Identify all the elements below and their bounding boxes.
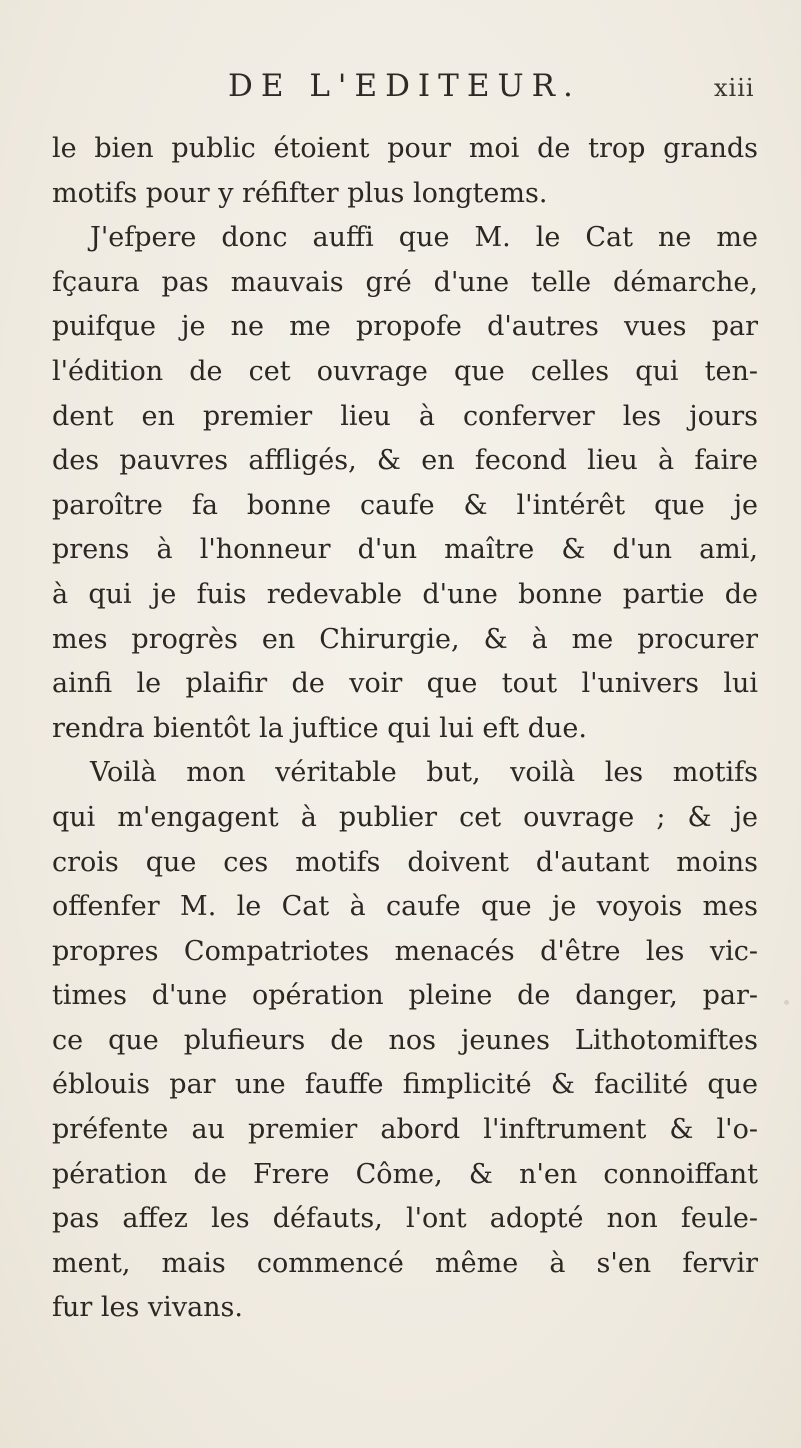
text-line: fur les vivans.	[52, 1292, 243, 1324]
body-text	[52, 127, 758, 1331]
text-line: l'édition de cet ouvrage que celles qui ten-	[52, 355, 758, 387]
text-line: puifque je ne me propofe d'autres vues par	[52, 311, 758, 343]
text-line: propres Compatriotes menacés d'être les vic-	[52, 935, 758, 967]
paper-speck	[784, 1000, 789, 1005]
text-line: ment, mais commencé même à s'en fervir	[52, 1247, 758, 1279]
text-line: qui m'engagent à publier cet ouvrage ; & je	[52, 801, 758, 833]
page-header	[0, 68, 801, 112]
text-line: ce que plufieurs de nos jeunes Lithotomiftes	[52, 1024, 758, 1056]
text-line: le bien public étoient pour moi de trop grands	[52, 133, 758, 164]
text-line: à qui je fuis redevable d'une bonne partie de	[52, 578, 758, 610]
text-line: préfente au premier abord l'inftrument & l'o-	[52, 1114, 758, 1146]
text-line: J'efpere donc auffi que M. le Cat ne me	[90, 222, 758, 254]
text-line: pération de Frere Côme, & n'en connoiffant	[52, 1158, 758, 1190]
text-line: pas affez les défauts, l'ont adopté non feule-	[52, 1203, 758, 1235]
text-line: Voilà mon véritable but, voilà les motifs	[90, 757, 758, 789]
text-line: rendra bientôt la juftice qui lui eft due.	[52, 712, 587, 744]
text-line: éblouis par une fauffe fimplicité & facilité que	[52, 1069, 758, 1101]
text-line: crois que ces motifs doivent d'autant moins	[52, 846, 758, 878]
text-line: times d'une opération pleine de danger, par-	[52, 980, 758, 1012]
text-line: paroître fa bonne caufe & l'intérêt que je	[52, 489, 758, 521]
running-head: DE L'EDITEUR.	[228, 68, 581, 104]
text-line: offenfer M. le Cat à caufe que je voyois mes	[52, 891, 758, 923]
page-number: xiii	[714, 74, 755, 102]
text-line: motifs pour y réfifter plus longtems.	[52, 177, 548, 209]
text-line: dent en premier lieu à conferver les jours	[52, 400, 758, 432]
text-line: prens à l'honneur d'un maître & d'un ami,	[52, 534, 758, 566]
text-line: fçaura pas mauvais gré d'une telle démarche,	[52, 266, 758, 298]
text-line: des pauvres affligés, & en fecond lieu à faire	[52, 445, 758, 477]
text-line: ainfi le plaifir de voir que tout l'univers lui	[52, 668, 758, 700]
text-line: mes progrès en Chirurgie, & à me procurer	[52, 623, 758, 655]
